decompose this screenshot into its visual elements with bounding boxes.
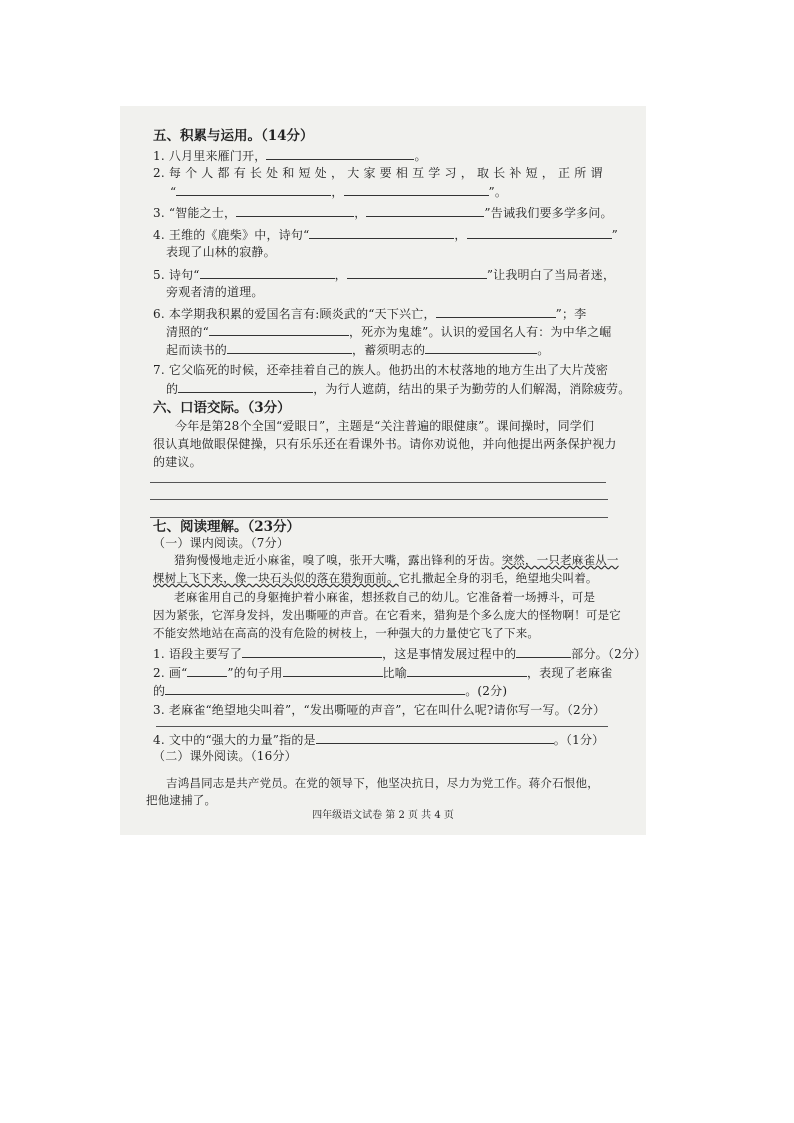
- answer-blank[interactable]: [209, 324, 349, 336]
- wavy-underlined-sentence: 棵树上飞下来，像一块石头似的落在猎狗面前。: [153, 571, 399, 585]
- q3-text: 3. “智能之士，: [153, 206, 237, 220]
- answer-blank[interactable]: [436, 306, 556, 318]
- r1-text: 1. 语段主要写了: [153, 647, 243, 661]
- q2-open-quote: “: [170, 185, 177, 199]
- r2-a: 2. 画“: [153, 666, 188, 680]
- q6-line3: [166, 342, 549, 358]
- r2-f: 。(2分): [465, 684, 508, 698]
- passage-line4: 因为紧张，它浑身发抖，发出嘶哑的声音。在它看来，猎狗是个多么庞大的怪物啊！可是它: [153, 608, 621, 622]
- q1-end: 。: [414, 149, 427, 163]
- q1: [153, 148, 427, 164]
- answer-blank[interactable]: [344, 184, 489, 196]
- reading-q4: [153, 732, 604, 748]
- q4-close-quote: ”: [611, 228, 618, 242]
- answer-line[interactable]: [150, 499, 608, 500]
- q7-b1: 的: [166, 382, 179, 396]
- q4-line2: 表现了山林的寂静。: [166, 245, 276, 259]
- q7-line2: [166, 381, 630, 397]
- answer-line[interactable]: [150, 482, 606, 483]
- q6-end: ”；李: [555, 307, 587, 321]
- q5-text: 5. 诗句“: [153, 268, 200, 282]
- section6-p3: 的建议。: [153, 455, 202, 469]
- answer-blank[interactable]: [266, 148, 414, 160]
- section6-p1: 今年是第28个全国“爱眼日”，主题是“关注普遍的眼健康”。课间操时，同学们: [175, 419, 595, 433]
- q2-line2: [170, 184, 507, 200]
- q6-c3: 。: [537, 343, 550, 357]
- answer-blank[interactable]: [516, 646, 571, 658]
- passage-line2: [153, 571, 598, 586]
- q7-line1: 7. 它父临死的时候，还牵挂着自己的族人。他扔出的木杖落地的地方生出了大片茂密: [153, 363, 609, 377]
- reading-q2-line1: [153, 665, 612, 681]
- section6-p2: 很认真地做眼保健操，只有乐乐还在看课外书。请你劝说他，并向他提出两条保护视力: [153, 437, 617, 451]
- answer-blank[interactable]: [407, 665, 527, 677]
- answer-blank[interactable]: [283, 665, 383, 677]
- q6-line1: [153, 306, 586, 322]
- r2-c: 比喻: [382, 666, 407, 680]
- q2-close-quote: ”。: [488, 185, 508, 199]
- q6-line2: [166, 324, 611, 340]
- answer-blank[interactable]: [366, 205, 484, 217]
- r2-b: ”的句子用: [227, 666, 283, 680]
- r1-mid: ，这是事情发展过程中的: [382, 647, 517, 661]
- q6-b1: 清照的“: [166, 325, 209, 339]
- reading-q2-line2: [153, 683, 507, 699]
- answer-line[interactable]: [156, 726, 608, 727]
- passage-line5: 不能安然地站在高高的没有危险的树枝上，一种强大的力量使它飞了下来。: [153, 626, 540, 640]
- section6-title: 六、口语交际。（3分）: [153, 400, 291, 416]
- r2-e: 的: [153, 684, 166, 698]
- passage-text: 它扎撒起全身的羽毛，绝望地尖叫着。: [398, 571, 598, 585]
- reading-q3: 3. 老麻雀“绝望地尖叫着”，“发出嘶哑的声音”，它在叫什么呢?请你写一写。（2分）: [153, 703, 606, 717]
- section7-sub2: （二）课外阅读。（16分）: [153, 749, 297, 763]
- q3: [153, 205, 613, 221]
- answer-blank[interactable]: [425, 342, 537, 354]
- q3-end: ”告诫我们要多学多问。: [484, 206, 613, 220]
- q4-text: 4. 王维的《鹿柴》中，诗句“: [153, 228, 310, 242]
- r4-text: 4. 文中的“强大的力量”指的是: [153, 733, 316, 747]
- q3-comma: ，: [354, 206, 367, 220]
- q2-line1: 2. 每 个 人 都 有 长 处 和 短 处 ， 大 家 要 相 互 学 习 ， 取 长 补 短 ， 正 所 谓: [153, 166, 603, 180]
- answer-blank[interactable]: [242, 646, 382, 658]
- reading-q1: [153, 646, 646, 662]
- q4-line1: [153, 227, 618, 243]
- answer-blank[interactable]: [178, 381, 313, 393]
- passage-text: 猎狗慢慢地走近小麻雀，嗅了嗅，张开大嘴，露出锋利的牙齿。: [174, 553, 502, 567]
- page-footer: 四年级语文试卷 第 2 页 共 4 页: [312, 810, 454, 821]
- q4-comma: ，: [454, 228, 467, 242]
- answer-blank[interactable]: [236, 205, 354, 217]
- section7-sub1: （一）课内阅读。（7分）: [153, 536, 290, 550]
- q7-b2: ，为行人遮荫，结出的果子为勤劳的人们解渴，消除疲劳。: [313, 382, 631, 396]
- answer-blank[interactable]: [187, 665, 227, 677]
- passage-line3: 老麻雀用自己的身躯掩护着小麻雀，想拯救自己的幼儿。它准备着一场搏斗，可是: [174, 590, 596, 604]
- answer-blank[interactable]: [316, 732, 554, 744]
- q1-text: 1. 八月里来雁门开，: [153, 149, 267, 163]
- exam-page-photo: [120, 106, 646, 835]
- answer-blank[interactable]: [347, 267, 487, 279]
- extra-passage-line1: 吉鸿昌同志是共产党员。在党的领导下，他坚决抗日，尽力为党工作。蒋介石恨他，: [166, 776, 599, 790]
- r1-end: 部分。（2分）: [571, 647, 646, 661]
- answer-blank[interactable]: [309, 227, 454, 239]
- answer-blank[interactable]: [227, 342, 352, 354]
- wavy-underlined-sentence: 突然，一只老麻雀从一: [501, 553, 619, 567]
- section7-title: 七、阅读理解。（23分）: [153, 519, 301, 535]
- answer-blank[interactable]: [165, 683, 465, 695]
- passage-line1: [174, 553, 619, 568]
- q6-c2: ，蓄须明志的: [352, 343, 426, 357]
- extra-passage-line2: 把他逮捕了。: [146, 793, 217, 807]
- answer-blank[interactable]: [467, 227, 612, 239]
- answer-blank[interactable]: [200, 267, 335, 279]
- r4-end: 。（1分）: [553, 733, 605, 747]
- q5-line2: 旁观者清的道理。: [166, 285, 264, 299]
- q5-comma: ，: [334, 268, 347, 282]
- q5-line1: [153, 267, 615, 283]
- answer-line[interactable]: [150, 517, 608, 518]
- q2-comma: ，: [331, 185, 344, 199]
- r2-d: ，表现了老麻雀: [526, 666, 613, 680]
- q6-b2: ，死亦为鬼雄”。认识的爱国名人有：为中华之崛: [348, 325, 612, 339]
- q6-c1: 起而读书的: [166, 343, 228, 357]
- section5-title: 五、积累与运用。（14分）: [153, 128, 314, 144]
- q5-end: ”让我明白了当局者迷，: [486, 268, 616, 282]
- answer-blank[interactable]: [176, 184, 331, 196]
- q6-text: 6. 本学期我积累的爱国名言有:顾炎武的“天下兴亡，: [153, 307, 436, 321]
